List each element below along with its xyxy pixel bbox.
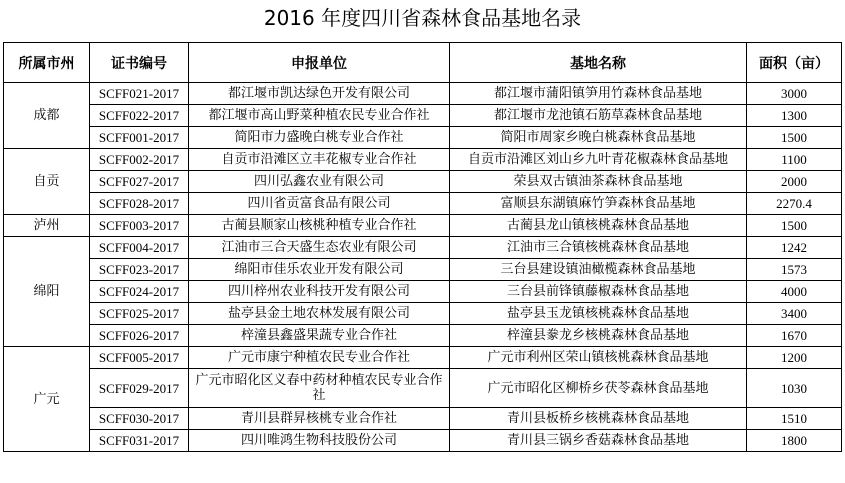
- base-cell: 梓潼县豢龙乡核桃森林食品基地: [450, 325, 747, 347]
- code-cell: SCFF021-2017: [90, 83, 189, 105]
- unit-cell: 盐亭县金土地农林发展有限公司: [189, 303, 450, 325]
- area-cell: 1510: [747, 408, 842, 430]
- table-row: [4, 149, 842, 171]
- base-cell: 广元市昭化区柳桥乡茯苓森林食品基地: [450, 369, 747, 408]
- area-cell: 3400: [747, 303, 842, 325]
- unit-cell: 四川梓州农业科技开发有限公司: [189, 281, 450, 303]
- unit-cell: 四川省贡富食品有限公司: [189, 193, 450, 215]
- table-row: [4, 105, 842, 127]
- unit-cell: 四川弘鑫农业有限公司: [189, 171, 450, 193]
- area-cell: 4000: [747, 281, 842, 303]
- table-row: [4, 347, 842, 369]
- city-cell: 自贡: [4, 149, 90, 215]
- area-cell: 1500: [747, 215, 842, 237]
- header-unit: 申报单位: [189, 43, 450, 83]
- code-cell: SCFF030-2017: [90, 408, 189, 430]
- unit-cell: 青川县群昇核桃专业合作社: [189, 408, 450, 430]
- base-cell: 广元市利州区荣山镇核桃森林食品基地: [450, 347, 747, 369]
- base-cell: 富顺县东湖镇麻竹笋森林食品基地: [450, 193, 747, 215]
- city-cell: 广元: [4, 347, 90, 452]
- table-row: [4, 408, 842, 430]
- base-cell: 青川县三锅乡香菇森林食品基地: [450, 430, 747, 452]
- table-row: [4, 430, 842, 452]
- table-row: [4, 215, 842, 237]
- table-row: [4, 127, 842, 149]
- table-row: [4, 193, 842, 215]
- area-cell: 1100: [747, 149, 842, 171]
- area-cell: 2000: [747, 171, 842, 193]
- table-body: [4, 83, 842, 452]
- table-row: [4, 369, 842, 408]
- base-cell: 江油市三合镇核桃森林食品基地: [450, 237, 747, 259]
- code-cell: SCFF031-2017: [90, 430, 189, 452]
- forest-food-base-table: [3, 42, 842, 452]
- unit-cell: 广元市昭化区义春中药材种植农民专业合作社: [189, 369, 450, 408]
- table-row: [4, 259, 842, 281]
- page-title: 2016 年度四川省森林食品基地名录: [263, 6, 582, 30]
- table-row: [4, 171, 842, 193]
- unit-cell: 绵阳市佳乐农业开发有限公司: [189, 259, 450, 281]
- area-cell: 1500: [747, 127, 842, 149]
- code-cell: SCFF025-2017: [90, 303, 189, 325]
- area-cell: 1200: [747, 347, 842, 369]
- unit-cell: 都江堰市凯达绿色开发有限公司: [189, 83, 450, 105]
- code-cell: SCFF026-2017: [90, 325, 189, 347]
- table-row: [4, 325, 842, 347]
- area-cell: 1030: [747, 369, 842, 408]
- code-cell: SCFF001-2017: [90, 127, 189, 149]
- base-cell: 都江堰市蒲阳镇笋用竹森林食品基地: [450, 83, 747, 105]
- code-cell: SCFF004-2017: [90, 237, 189, 259]
- base-cell: 自贡市沿滩区刘山乡九叶青花椒森林食品基地: [450, 149, 747, 171]
- table-row: [4, 83, 842, 105]
- base-cell: 荣县双古镇油茶森林食品基地: [450, 171, 747, 193]
- code-cell: SCFF002-2017: [90, 149, 189, 171]
- code-cell: SCFF022-2017: [90, 105, 189, 127]
- code-cell: SCFF027-2017: [90, 171, 189, 193]
- header-base: 基地名称: [450, 43, 747, 83]
- table-row: [4, 303, 842, 325]
- base-cell: 古蔺县龙山镇核桃森林食品基地: [450, 215, 747, 237]
- code-cell: SCFF028-2017: [90, 193, 189, 215]
- unit-cell: 自贡市沿滩区立丰花椒专业合作社: [189, 149, 450, 171]
- area-cell: 1670: [747, 325, 842, 347]
- unit-cell: 广元市康宁种植农民专业合作社: [189, 347, 450, 369]
- city-cell: 绵阳: [4, 237, 90, 347]
- base-cell: 简阳市周家乡晚白桃森林食品基地: [450, 127, 747, 149]
- area-cell: 1300: [747, 105, 842, 127]
- code-cell: SCFF024-2017: [90, 281, 189, 303]
- base-cell: 盐亭县玉龙镇核桃森林食品基地: [450, 303, 747, 325]
- code-cell: SCFF029-2017: [90, 369, 189, 408]
- base-cell: 三台县前锋镇藤椒森林食品基地: [450, 281, 747, 303]
- table-row: [4, 281, 842, 303]
- header-row: [4, 43, 842, 83]
- base-cell: 三台县建设镇油橄榄森林食品基地: [450, 259, 747, 281]
- base-cell: 青川县板桥乡核桃森林食品基地: [450, 408, 747, 430]
- unit-cell: 古蔺县顺家山核桃种植专业合作社: [189, 215, 450, 237]
- unit-cell: 梓潼县鑫盛果蔬专业合作社: [189, 325, 450, 347]
- unit-cell: 江油市三合天盛生态农业有限公司: [189, 237, 450, 259]
- area-cell: 1573: [747, 259, 842, 281]
- code-cell: SCFF023-2017: [90, 259, 189, 281]
- header-city: 所属市州: [4, 43, 90, 83]
- unit-cell: 简阳市力盛晚白桃专业合作社: [189, 127, 450, 149]
- table-row: [4, 237, 842, 259]
- city-cell: 成都: [4, 83, 90, 149]
- unit-cell: 都江堰市高山野菜种植农民专业合作社: [189, 105, 450, 127]
- unit-cell: 四川唯鸿生物科技股份公司: [189, 430, 450, 452]
- header-area: 面积（亩）: [747, 43, 842, 83]
- area-cell: 3000: [747, 83, 842, 105]
- area-cell: 1800: [747, 430, 842, 452]
- code-cell: SCFF005-2017: [90, 347, 189, 369]
- area-cell: 2270.4: [747, 193, 842, 215]
- city-cell: 泸州: [4, 215, 90, 237]
- code-cell: SCFF003-2017: [90, 215, 189, 237]
- header-code: 证书编号: [90, 43, 189, 83]
- base-cell: 都江堰市龙池镇石筋草森林食品基地: [450, 105, 747, 127]
- area-cell: 1242: [747, 237, 842, 259]
